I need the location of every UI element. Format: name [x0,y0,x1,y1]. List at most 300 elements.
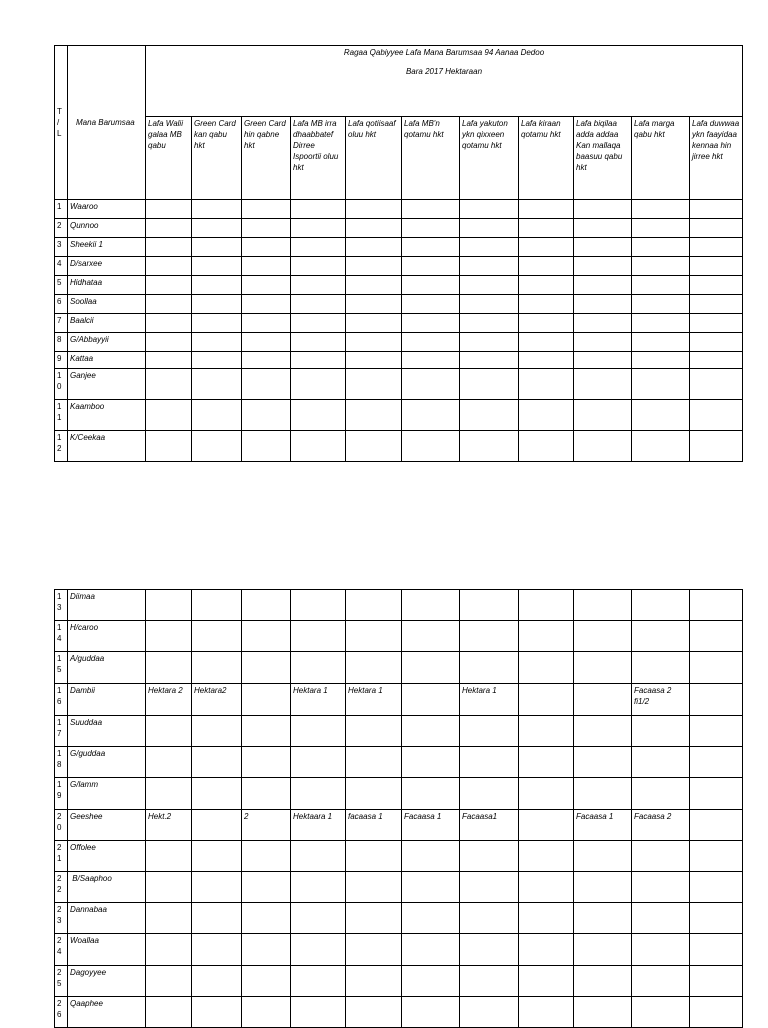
row-number-digit: 1 [57,654,62,663]
data-cell [574,400,632,431]
data-cell [192,219,242,238]
data-cell [519,431,574,462]
data-cell [192,841,242,872]
data-cell [291,747,346,778]
data-cell [632,747,690,778]
data-cell [291,431,346,462]
data-cell [574,219,632,238]
data-cell [192,934,242,966]
data-cell [402,841,460,872]
data-cell [632,431,690,462]
row-number-digit: 8 [57,760,62,769]
row-number-digit: 2 [57,221,62,230]
school-name: Kaamboo [68,400,146,431]
row-number-digit: 1 [57,402,62,411]
row-number [55,257,68,276]
row-number [55,400,68,431]
table-row [55,219,743,238]
data-cell [346,778,402,810]
data-cell [690,276,743,295]
table-row [55,276,743,295]
data-cell: facaasa 1 [346,810,402,841]
data-cell [192,276,242,295]
data-cell [192,257,242,276]
school-name: D/sarxee [68,257,146,276]
data-cell [574,276,632,295]
row-number-digit: 8 [57,335,62,344]
row-number-digit: 2 [57,843,62,852]
table-row [55,872,743,903]
data-cell [146,621,192,652]
data-cell [574,431,632,462]
data-cell [242,400,291,431]
data-cell [519,747,574,778]
data-cell [291,276,346,295]
row-number-digit: 6 [57,297,62,306]
row-number [55,684,68,716]
data-cell [242,333,291,352]
data-cell [519,238,574,257]
column-header: Lafa Walii galaa MB qabu [146,117,192,200]
school-name: Sheekii 1 [68,238,146,257]
data-cell [574,652,632,684]
row-number-digit: 6 [57,1010,62,1019]
tl-header-char: / [57,118,60,127]
data-cell [402,369,460,400]
row-number [55,295,68,314]
data-cell [460,200,519,219]
data-cell [146,200,192,219]
data-cell [192,652,242,684]
table-row [55,431,743,462]
data-cell [146,219,192,238]
data-cell [519,219,574,238]
data-cell [146,747,192,778]
row-number-digit: 3 [57,916,62,925]
data-cell [346,747,402,778]
data-cell [291,841,346,872]
data-cell [690,997,743,1028]
data-cell [632,872,690,903]
data-cell [291,400,346,431]
data-cell [291,903,346,934]
data-cell: Hektara2 [192,684,242,716]
row-number-digit: 3 [57,240,62,249]
data-cell [291,934,346,966]
data-cell [242,966,291,997]
data-cell [690,369,743,400]
data-cell [192,778,242,810]
data-cell [192,238,242,257]
row-number-digit: 1 [57,749,62,758]
data-cell [242,238,291,257]
data-cell [402,276,460,295]
data-cell [632,778,690,810]
row-number-digit: 2 [57,444,62,453]
data-cell [402,333,460,352]
data-cell [242,276,291,295]
row-number-digit: 1 [57,413,62,422]
row-number-digit: 2 [57,874,62,883]
data-cell [192,747,242,778]
data-cell: Hektara 1 [460,684,519,716]
data-cell [402,934,460,966]
data-cell: Hektara 1 [346,684,402,716]
data-cell [574,257,632,276]
row-number [55,200,68,219]
data-cell: Facaasa 2 fi1/2 [632,684,690,716]
column-header: Lafa duwwaa ykn faayidaa kennaa hin jirree hkt [690,117,743,200]
data-cell [402,200,460,219]
school-name: Hidhataa [68,276,146,295]
row-number-digit: 2 [57,999,62,1008]
data-cell [574,621,632,652]
data-cell [460,966,519,997]
data-cell [690,778,743,810]
data-cell [402,295,460,314]
data-cell [242,778,291,810]
data-cell [192,400,242,431]
data-cell [574,352,632,369]
data-cell [346,997,402,1028]
data-cell [460,295,519,314]
row-number [55,352,68,369]
row-number [55,333,68,352]
data-cell [291,778,346,810]
data-cell [519,872,574,903]
data-cell [519,590,574,621]
land-table-part-1 [54,45,743,462]
school-name: Offolee [68,841,146,872]
table-row [55,778,743,810]
data-cell [192,295,242,314]
land-table-part-2 [54,589,743,1028]
school-name: K/Ceekaa [68,431,146,462]
data-cell [460,778,519,810]
data-cell [346,369,402,400]
table-row [55,652,743,684]
data-cell [460,369,519,400]
data-cell [242,716,291,747]
column-header: Lafa kiraan qotamu hkt [519,117,574,200]
data-cell [291,966,346,997]
data-cell: Hekt.2 [146,810,192,841]
table-row [55,684,743,716]
data-cell [632,966,690,997]
data-cell [402,621,460,652]
data-cell [574,238,632,257]
school-name: G/lamm [68,778,146,810]
data-cell [242,431,291,462]
row-number-digit: 0 [57,823,62,832]
data-cell [519,652,574,684]
data-cell [146,716,192,747]
data-cell [346,257,402,276]
data-cell [346,352,402,369]
data-cell [192,810,242,841]
data-cell [146,431,192,462]
school-name: Baalcii [68,314,146,333]
table-row [55,903,743,934]
school-name: Dambii [68,684,146,716]
data-cell [192,200,242,219]
row-number-digit: 2 [57,812,62,821]
data-cell [690,621,743,652]
data-cell [346,400,402,431]
data-cell [146,333,192,352]
data-cell [632,903,690,934]
data-cell: Facaasa 1 [402,810,460,841]
data-cell [291,590,346,621]
data-cell [460,872,519,903]
table-row [55,716,743,747]
table-row [55,997,743,1028]
data-cell [146,257,192,276]
data-cell: 2 [242,810,291,841]
data-cell [402,314,460,333]
table-row [55,621,743,652]
data-cell [460,903,519,934]
data-cell [574,934,632,966]
data-cell [242,590,291,621]
school-header: Mana Barumsaa [68,46,146,200]
row-number [55,369,68,400]
data-cell [574,684,632,716]
row-number-digit: 1 [57,433,62,442]
data-cell [146,934,192,966]
data-cell [574,590,632,621]
data-cell [402,257,460,276]
table-row [55,400,743,431]
row-number-digit: 1 [57,371,62,380]
data-cell [402,716,460,747]
data-cell [519,369,574,400]
data-cell [291,200,346,219]
row-number [55,652,68,684]
data-cell [242,997,291,1028]
data-cell [146,997,192,1028]
data-cell [574,716,632,747]
data-cell [690,238,743,257]
data-cell [346,966,402,997]
data-cell [519,966,574,997]
data-cell [690,200,743,219]
data-cell [242,295,291,314]
data-cell [402,778,460,810]
data-cell [192,352,242,369]
row-number-digit: 4 [57,947,62,956]
data-cell [146,295,192,314]
data-cell [632,333,690,352]
row-number-digit: 2 [57,885,62,894]
data-cell [346,872,402,903]
school-name: G/Abbayyii [68,333,146,352]
data-cell [346,333,402,352]
column-header: Lafa qotiisaaf oluu hkt [346,117,402,200]
data-cell [242,652,291,684]
data-cell [146,400,192,431]
row-number [55,872,68,903]
data-cell [402,431,460,462]
data-cell [632,841,690,872]
data-cell [690,934,743,966]
data-cell [146,652,192,684]
data-cell [146,966,192,997]
school-name: Diimaa [68,590,146,621]
data-cell [519,295,574,314]
school-name: H/caroo [68,621,146,652]
data-cell [574,841,632,872]
row-number-digit: 1 [57,592,62,601]
data-cell: Hektara 2 [146,684,192,716]
data-cell [291,314,346,333]
data-cell [690,716,743,747]
data-cell [690,352,743,369]
data-cell [146,238,192,257]
data-cell [519,934,574,966]
data-cell [519,200,574,219]
data-cell [291,333,346,352]
row-number [55,314,68,333]
row-number-digit: 5 [57,665,62,674]
row-number [55,431,68,462]
data-cell [632,200,690,219]
data-cell [460,276,519,295]
data-cell [690,872,743,903]
data-cell [574,872,632,903]
row-number [55,621,68,652]
data-cell [402,400,460,431]
row-number [55,219,68,238]
row-number-digit: 5 [57,979,62,988]
data-cell [346,431,402,462]
data-cell: Hektara 1 [291,684,346,716]
data-cell [519,352,574,369]
data-cell [690,747,743,778]
data-cell [574,369,632,400]
data-cell [690,903,743,934]
data-cell [574,200,632,219]
data-cell [519,903,574,934]
row-number-digit: 2 [57,936,62,945]
data-cell [690,966,743,997]
data-cell [574,903,632,934]
data-cell [146,352,192,369]
data-cell [690,257,743,276]
row-number-digit: 1 [57,854,62,863]
data-cell [460,997,519,1028]
data-cell [402,684,460,716]
data-cell [346,934,402,966]
data-cell [574,314,632,333]
data-cell [632,314,690,333]
data-cell [291,872,346,903]
school-name: Dagoyyee [68,966,146,997]
data-cell [192,997,242,1028]
data-cell [460,747,519,778]
row-number [55,716,68,747]
tl-header-char: T [57,107,62,116]
column-header: Lafa MB'n qotamu hkt [402,117,460,200]
data-cell [346,295,402,314]
data-cell [242,369,291,400]
data-cell [460,841,519,872]
data-cell [632,257,690,276]
row-number-digit: 1 [57,623,62,632]
table-row [55,369,743,400]
data-cell [632,997,690,1028]
data-cell [346,590,402,621]
data-cell [242,747,291,778]
data-cell [402,219,460,238]
data-cell [519,810,574,841]
data-cell [346,716,402,747]
data-cell [242,314,291,333]
data-cell [192,716,242,747]
data-cell [574,778,632,810]
data-cell [346,276,402,295]
data-cell [242,219,291,238]
data-cell [192,872,242,903]
row-number [55,590,68,621]
table-row [55,934,743,966]
data-cell [291,219,346,238]
data-cell [519,684,574,716]
school-name: Woallaa [68,934,146,966]
data-cell [460,333,519,352]
data-cell [460,238,519,257]
data-cell [346,200,402,219]
data-cell [519,621,574,652]
school-name: Qunnoo [68,219,146,238]
data-cell [146,903,192,934]
data-cell [192,431,242,462]
data-cell [192,903,242,934]
row-number-digit: 7 [57,316,62,325]
data-cell [632,295,690,314]
data-cell [690,652,743,684]
data-cell [291,369,346,400]
data-cell [242,903,291,934]
row-number-digit: 3 [57,603,62,612]
row-number-digit: 1 [57,686,62,695]
data-cell [460,431,519,462]
tl-header [55,46,68,200]
data-cell [402,903,460,934]
school-name: Ganjee [68,369,146,400]
row-number [55,966,68,997]
data-cell [146,369,192,400]
data-cell [192,590,242,621]
data-cell: Hektaara 1 [291,810,346,841]
data-cell [632,400,690,431]
table-row [55,747,743,778]
school-name: Soollaa [68,295,146,314]
data-cell [346,621,402,652]
school-name: A/guddaa [68,652,146,684]
data-cell [242,872,291,903]
school-name: Waaroo [68,200,146,219]
data-cell [574,966,632,997]
data-cell [690,590,743,621]
column-header: Lafa yakuton ykn qixxeen qotamu hkt [460,117,519,200]
data-cell [460,400,519,431]
data-cell [460,652,519,684]
column-header-row [55,117,743,200]
data-cell [690,431,743,462]
school-name: Geeshee [68,810,146,841]
data-cell [346,219,402,238]
